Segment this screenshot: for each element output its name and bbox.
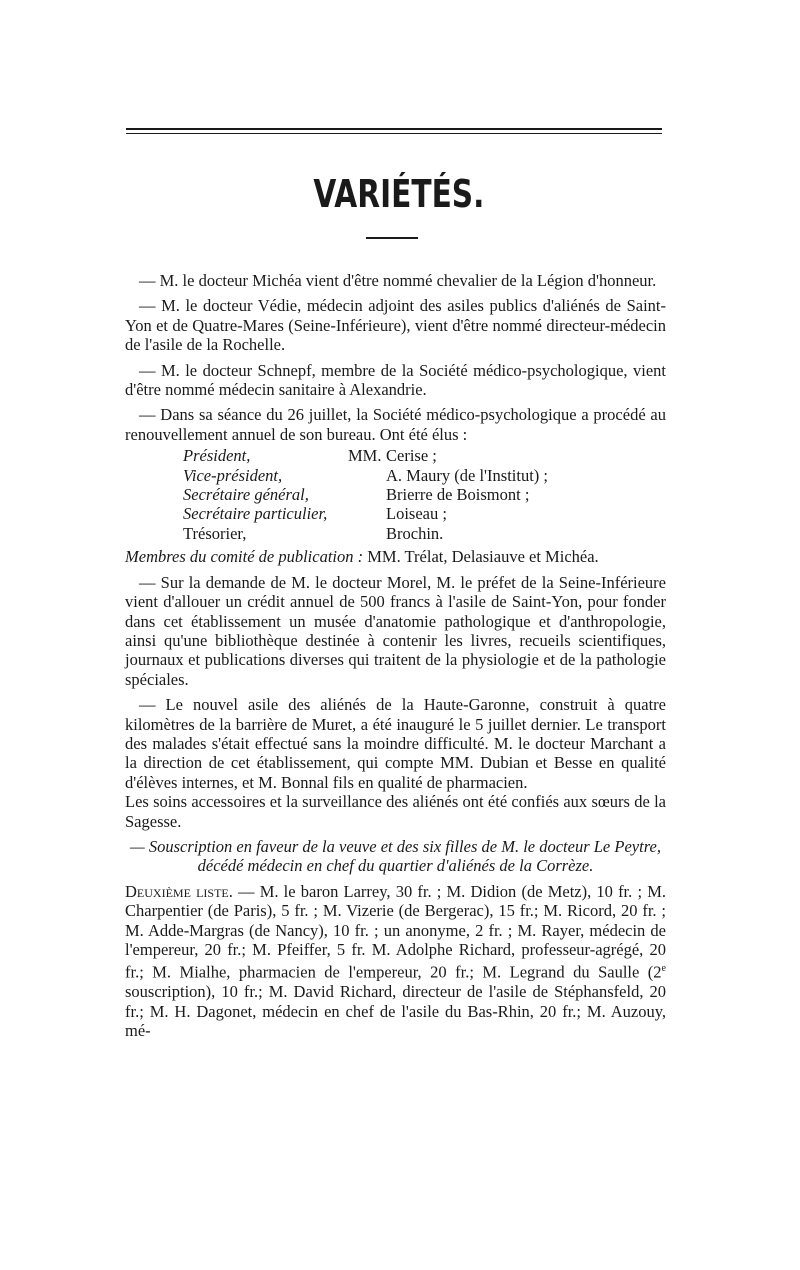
officer-row bbox=[183, 504, 548, 523]
officer-role: Secrétaire général, bbox=[183, 485, 309, 505]
officer-role: Président, bbox=[183, 446, 251, 466]
officer-name: Brierre de Boismont ; bbox=[386, 485, 530, 505]
officer-name: Loiseau ; bbox=[386, 504, 447, 524]
news-item-schnepf: — M. le docteur Schnepf, membre de la Société médico-psychologique, vient d'être nommé médecin sanitaire à Alexandrie. bbox=[125, 360, 666, 400]
title-separator bbox=[366, 237, 418, 239]
subscription-list-lead: Deuxième liste. bbox=[125, 881, 233, 901]
officer-prefix bbox=[348, 524, 386, 543]
subscription-superscript: e bbox=[661, 963, 666, 975]
officer-name: A. Maury (de l'Institut) ; bbox=[386, 465, 548, 485]
top-rule bbox=[126, 128, 662, 130]
news-item-michea: — M. le docteur Michéa vient d'être nommé chevalier de la Légion d'honneur. bbox=[139, 271, 657, 290]
news-item-saint-yon: — Sur la demande de M. le docteur Morel, M. le préfet de la Seine-Inférieure vient d'allouer un crédit annuel de 500 francs à l'asile de Saint-Yon, pour fonder dans cet établissement un musée d'anatomie pathologique et d'anthropologie, ainsi qu'une bibliothèque destinée à contenir les livres, recueils scientifiques, journaux et publications diverses qui traitent de la physiologie et de la pathologie spéciales. bbox=[125, 572, 666, 689]
officer-prefix: MM. bbox=[348, 446, 382, 466]
officer-role: Secrétaire particulier, bbox=[183, 504, 328, 524]
officer-prefix bbox=[348, 504, 386, 523]
committee-names: MM. Trélat, Delasiauve et Michéa. bbox=[363, 547, 599, 567]
subscription-list bbox=[125, 882, 666, 1041]
committee-label: Membres du comité de publication : bbox=[125, 547, 364, 567]
subscription-heading: — Souscription en faveur de la veuve et des six filles de M. le docteur Le Peytre, décédé médecin en chef du quartier d'aliénés de la Corrèze. bbox=[130, 836, 661, 876]
news-item-haute-garonne: — Le nouvel asile des aliénés de la Haute-Garonne, construit à quatre kilomètres de la barrière de Muret, a été inauguré le 5 juillet dernier. Le transport des malades s'était effectué sans la moindre difficulté. M. le docteur Marchant a la direction de cet établissement, qui compte MM. Dubian et Besse en qualité d'élèves internes, et M. Bonnal fils en qualité de pharmacien. bbox=[125, 695, 666, 792]
page-title: VARIÉTÉS. bbox=[313, 172, 485, 216]
subscription-list-text-a: — M. le baron Larrey, 30 fr. ; M. Didion (de Metz), 10 fr. ; M. Charpentier (de Paris), 5 fr. ; M. Vizerie (de Bergerac), 15 fr.; M. Ricord, 20 fr. ; M. Adde-Margras (de Nancy), 10 fr. ; un anonyme, 2 fr. ; M. Rayer, médecin de l'empereur, 20 fr.; M. Pfeiffer, 5 fr. M. Adolphe Richard, professeur-agrégé, 20 fr.; M. Mialhe, pharmacien de l'empereur, 20 fr.; M. Legrand du Saulle (2 bbox=[125, 881, 666, 982]
officer-name: Brochin. bbox=[386, 523, 444, 543]
committee-line bbox=[125, 547, 666, 566]
officer-row bbox=[183, 446, 548, 465]
officer-prefix bbox=[348, 466, 386, 485]
news-item-vedie: — M. le docteur Védie, médecin adjoint des asiles publics d'aliénés de Saint-Yon et de Quatre-Mares (Seine-Inférieure), vient d'être nommé directeur-médecin de l'asile de la Rochelle. bbox=[125, 296, 666, 355]
officer-name: Cerise ; bbox=[386, 446, 437, 466]
officer-role: Vice-président, bbox=[183, 465, 283, 485]
officer-row bbox=[183, 485, 548, 504]
officer-row bbox=[183, 466, 548, 485]
officer-row bbox=[183, 524, 548, 543]
officers-table bbox=[183, 446, 548, 543]
news-item-sagesse: Les soins accessoires et la surveillance des aliénés ont été confiés aux sœurs de la Sagesse. bbox=[125, 792, 666, 831]
top-rule-thin bbox=[126, 133, 662, 134]
subscription-list-text-b: souscription), 10 fr.; M. David Richard, directeur de l'asile de Stéphansfeld, 20 fr.; M. H. Dagonet, médecin en chef de l'asile du Bas-Rhin, 20 fr.; M. Auzouy, mé- bbox=[125, 982, 666, 1041]
officer-prefix bbox=[348, 485, 386, 504]
article-body bbox=[125, 271, 666, 1047]
news-item-societe: — Dans sa séance du 26 juillet, la Société médico-psychologique a procédé au renouvellement annuel de son bureau. Ont été élus : bbox=[125, 405, 666, 444]
officer-role: Trésorier, bbox=[183, 523, 247, 543]
